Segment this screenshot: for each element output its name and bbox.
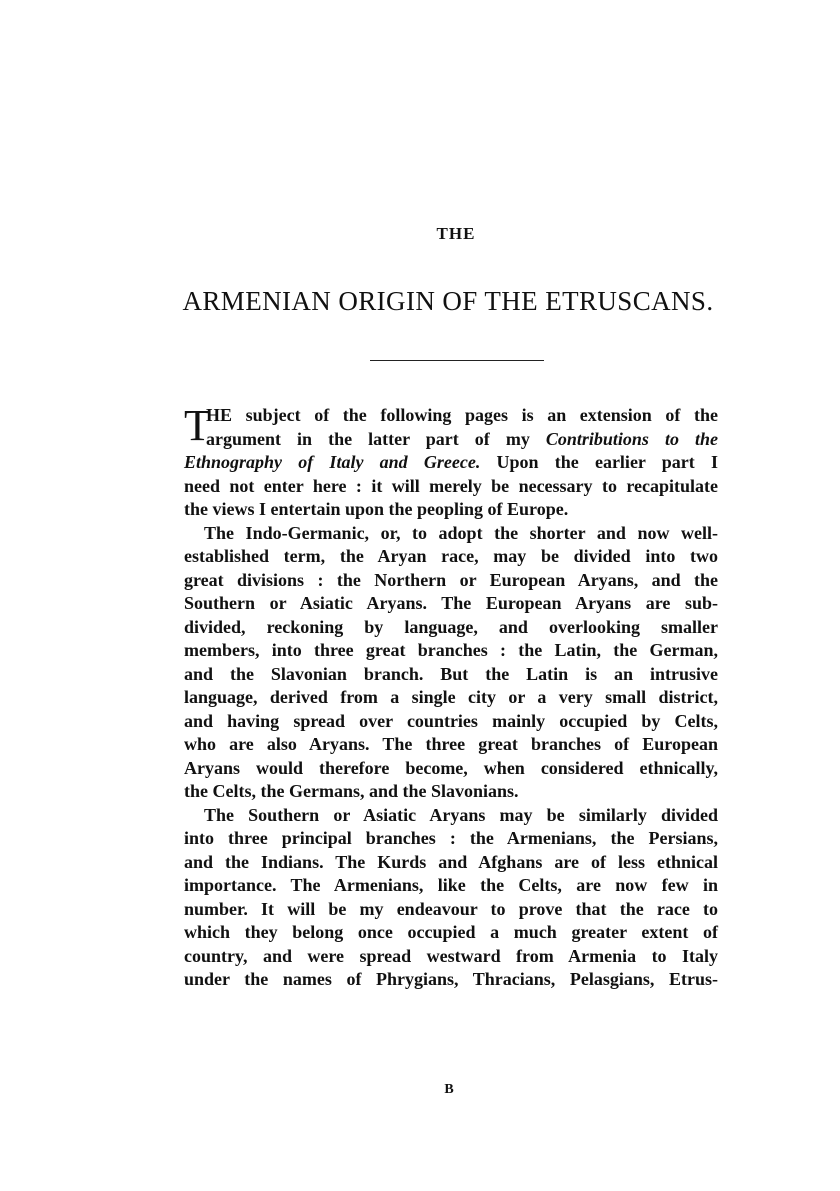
text-line: language, derived from a single city or a very small district, — [184, 687, 718, 707]
text-line: established term, the Aryan race, may be divided into two — [184, 546, 718, 566]
body-text — [184, 401, 718, 992]
signature-mark: B — [444, 1082, 454, 1097]
text-line: The Indo-Germanic, or, to adopt the shorter and now well- — [204, 522, 718, 543]
text-line: under the names of Phrygians, Thracians, Pelasgians, Etrus- — [184, 969, 718, 989]
text-line: and having spread over countries mainly occupied by Celts, — [184, 710, 718, 731]
text-line: number. It will be my endeavour to prove that the race to — [184, 898, 718, 919]
italic-title: Ethnography of Italy and Greece. — [184, 452, 481, 472]
text-line: The Southern or Asiatic Aryans may be similarly divided — [204, 804, 718, 825]
page-title: ARMENIAN ORIGIN OF THE ETRUSCANS. — [182, 286, 714, 316]
pre-title: THE — [436, 224, 476, 243]
text-line: which they belong once occupied a much greater extent of — [184, 922, 718, 942]
text-line: the Celts, the Germans, and the Slavonians. — [184, 781, 519, 801]
text-line: who are also Aryans. The three great branches of European — [184, 734, 718, 754]
italic-title: Contributions to the — [545, 428, 718, 449]
text-line: and the Slavonian branch. But the Latin is an intrusive — [184, 663, 718, 684]
text-line: into three principal branches : the Armenians, the Persians, — [184, 828, 718, 848]
text-line: Ethnography of Italy and Greece. Upon the earlier part I — [184, 452, 718, 472]
drop-cap: T — [184, 401, 211, 450]
title-rule — [370, 360, 544, 361]
text-line: divided, reckoning by language, and overlooking smaller — [184, 616, 718, 637]
text-line: importance. The Armenians, like the Celts, are now few in — [184, 875, 718, 895]
text-line: Southern or Asiatic Aryans. The European Aryans are sub- — [184, 593, 718, 613]
text-line: Aryans would therefore become, when considered ethnically, — [184, 757, 718, 778]
text-line: need not enter here : it will merely be necessary to recapitulate — [184, 475, 718, 496]
text-line: the views I entertain upon the peopling of Europe. — [184, 499, 569, 519]
text-line: members, into three great branches : the Latin, the German, — [184, 640, 718, 660]
text-line: and the Indians. The Kurds and Afghans are of less ethnical — [184, 851, 718, 872]
text-line: argument in the latter part of my Contributions to the — [206, 428, 718, 449]
text-line: HE subject of the following pages is an extension of the — [206, 405, 718, 425]
text-line: country, and were spread westward from Armenia to Italy — [184, 945, 718, 966]
text-line: great divisions : the Northern or European Aryans, and the — [184, 569, 718, 590]
